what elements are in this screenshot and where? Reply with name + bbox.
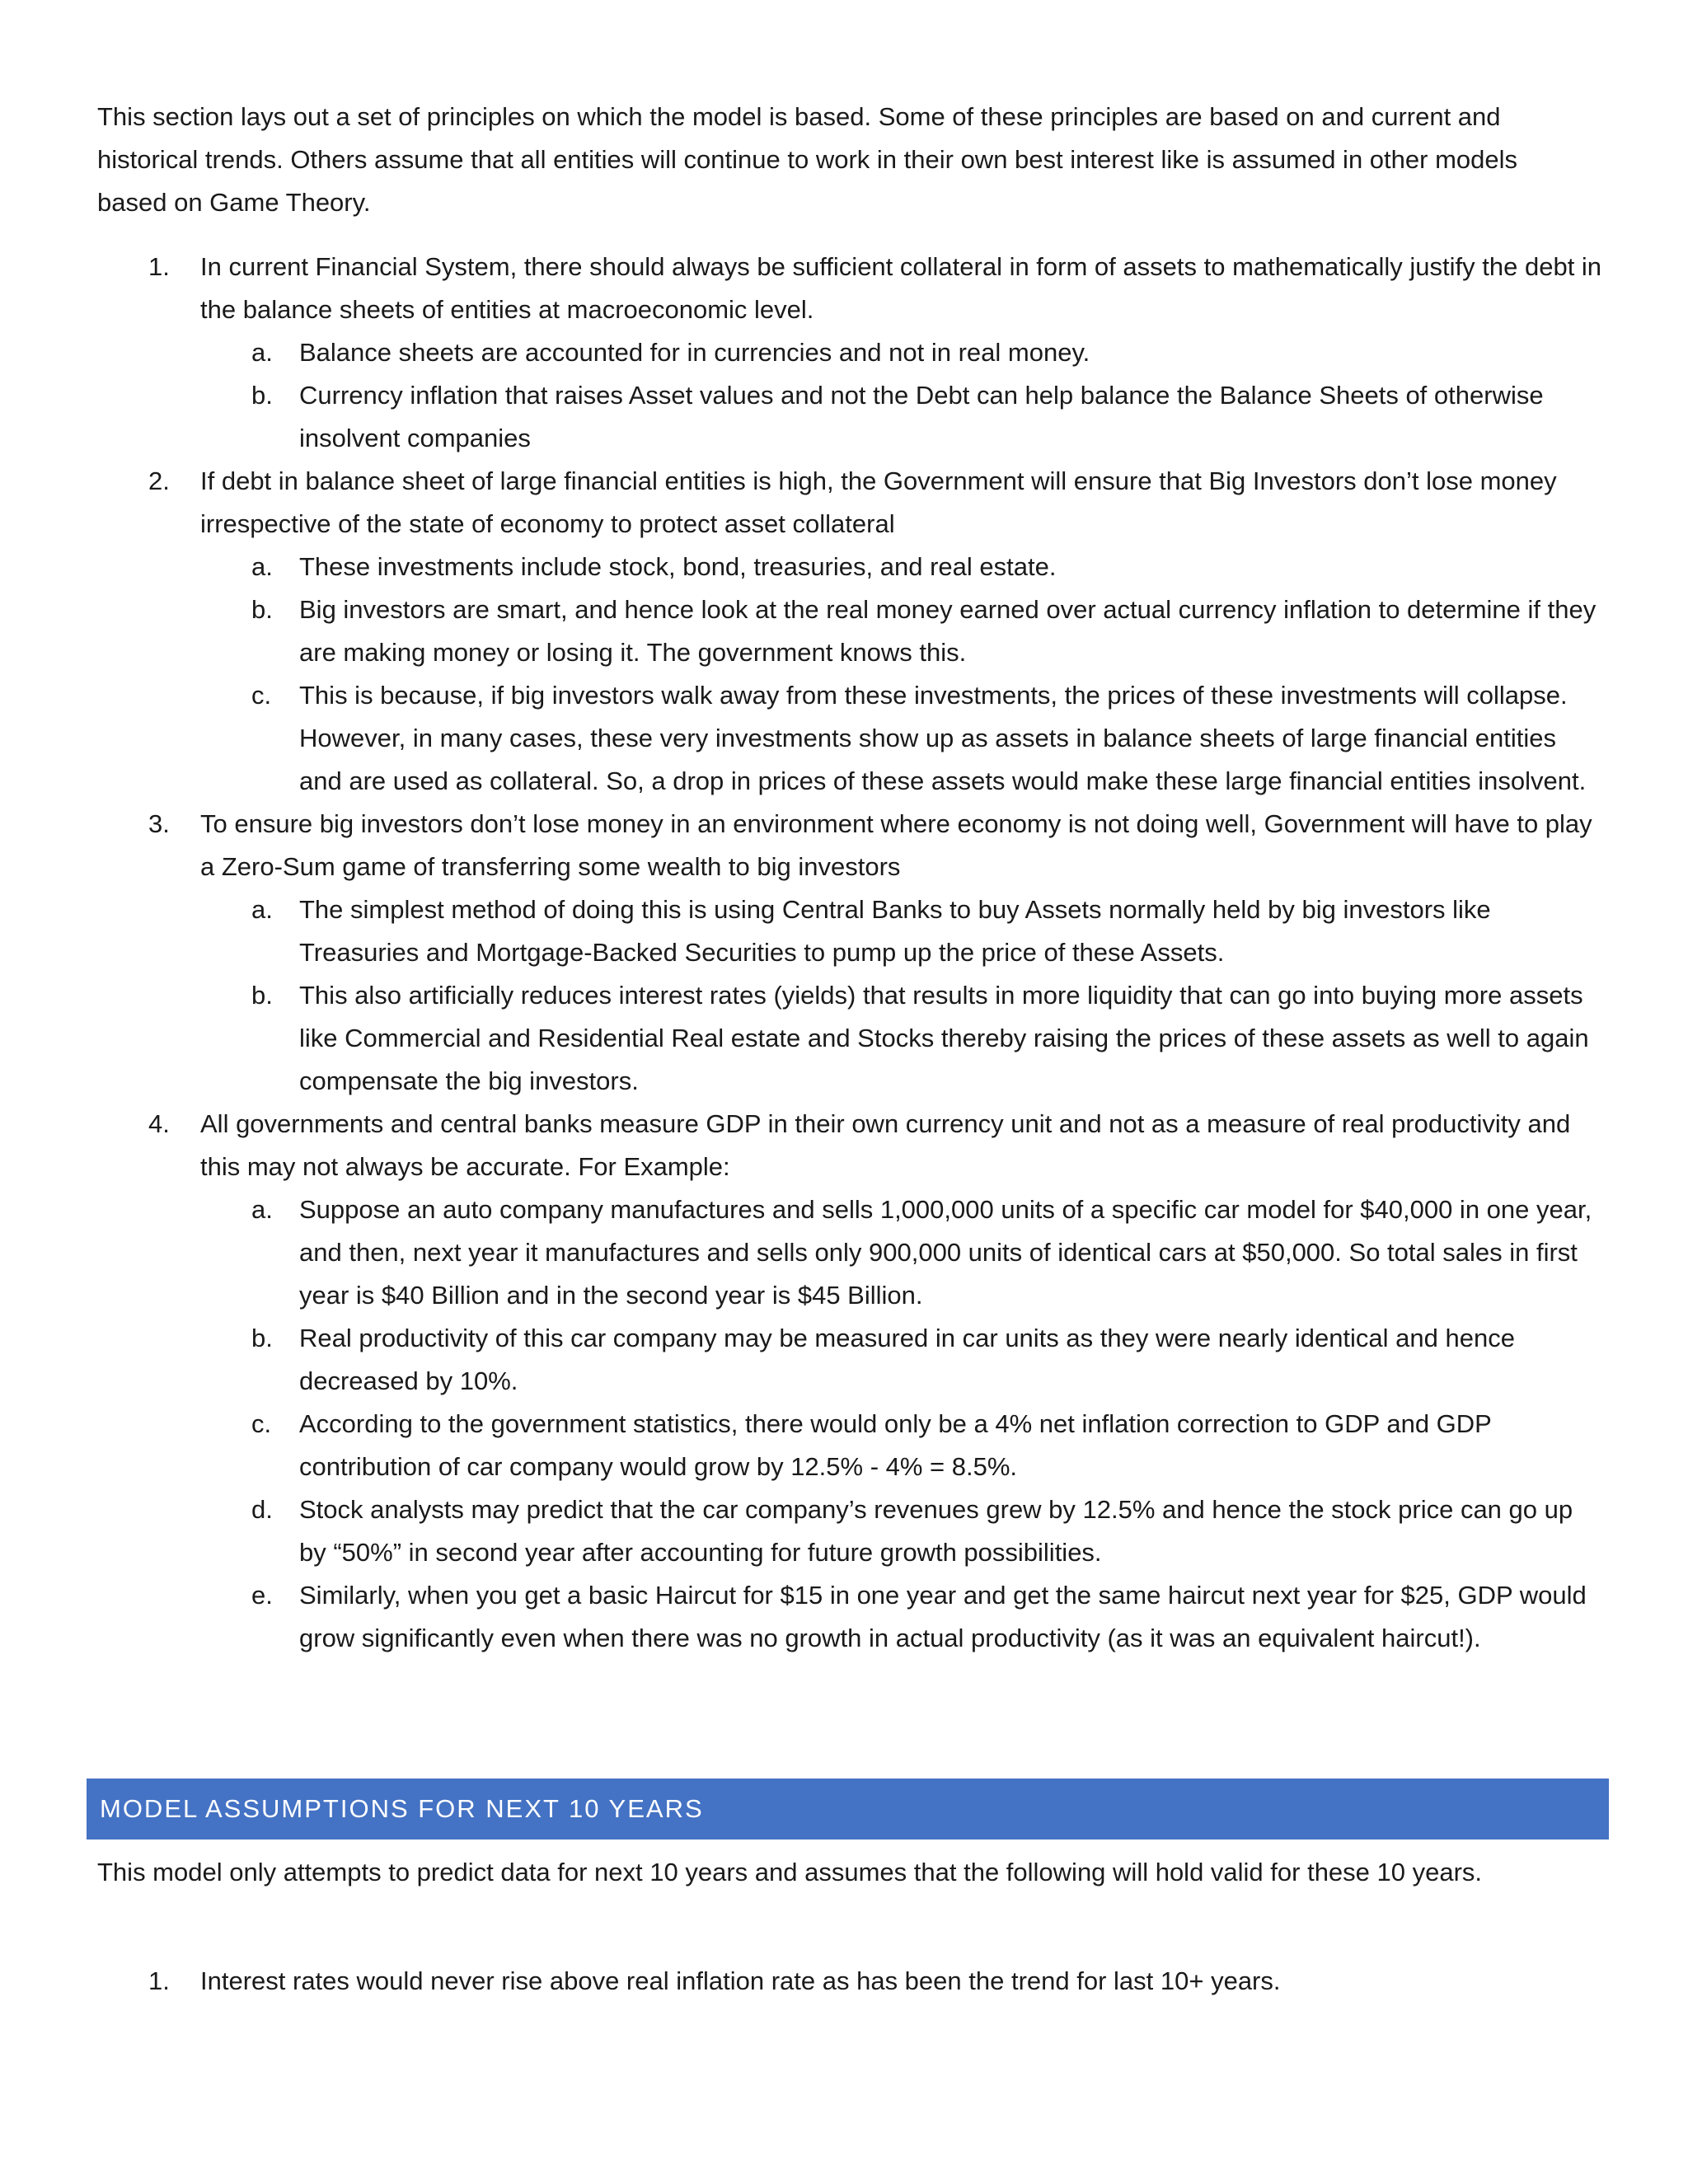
list-letter: d. <box>251 1495 273 1524</box>
sub-item <box>200 1574 1606 1660</box>
sub-item-text: This is because, if big investors walk away from these investments, the prices of these investments will collapse. However, in many cases, these very investments show up as assets in balance sheets of large financial entities and are used as collateral. So, a drop in prices of these assets would make these large financial entities insolvent. <box>299 681 1587 795</box>
principle-text: To ensure big investors don’t lose money in an environment where economy is not doing well, Government will have to play a Zero-Sum game of transferring some wealth to big investors <box>200 809 1592 881</box>
list-letter: a. <box>251 1195 273 1224</box>
list-number: 1. <box>148 1966 170 1995</box>
list-letter: c. <box>251 1409 272 1438</box>
principles-list <box>97 246 1606 1660</box>
sub-item <box>200 1317 1606 1403</box>
list-letter: e. <box>251 1581 273 1610</box>
sub-item-text: Suppose an auto company manufactures and sells 1,000,000 units of a specific car model for $40,000 in one year, and then, next year it manufactures and sells only 900,000 units of identical cars at $50,000. So total sales in first year is $40 Billion and in the second year is $45 Billion. <box>299 1195 1592 1310</box>
sub-item-text: Similarly, when you get a basic Haircut for $15 in one year and get the same haircut next year for $25, GDP would grow significantly even when there was no growth in actual productivity (as it was an equivalent haircut!). <box>299 1581 1587 1652</box>
list-letter: b. <box>251 381 273 410</box>
principle-text: In current Financial System, there should always be sufficient collateral in form of assets to mathematically justify the debt in the balance sheets of entities at macroeconomic level. <box>200 252 1602 324</box>
assumptions-section <box>97 1960 1606 2003</box>
sub-item <box>200 331 1606 374</box>
list-letter: c. <box>251 681 272 710</box>
sub-item-text: According to the government statistics, there would only be a 4% net inflation correction to GDP and GDP contribution of car company would grow by 12.5% - 4% = 8.5%. <box>299 1409 1492 1481</box>
sub-item <box>200 1488 1606 1574</box>
sub-item <box>200 374 1606 460</box>
list-letter: b. <box>251 981 273 1010</box>
list-letter: a. <box>251 338 273 367</box>
document-body <box>97 96 1606 1660</box>
principle-text: All governments and central banks measure GDP in their own currency unit and not as a measure of real productivity and this may not always be accurate. For Example: <box>200 1109 1571 1181</box>
sub-item <box>200 1403 1606 1488</box>
sub-item <box>200 974 1606 1103</box>
sub-item-text: The simplest method of doing this is using Central Banks to buy Assets normally held by big investors like Treasuries and Mortgage-Backed Securities to pump up the price of these Assets. <box>299 895 1491 967</box>
sub-item <box>200 588 1606 674</box>
model-intro-paragraph: This model only attempts to predict data for next 10 years and assumes that the following will hold valid for these 10 years. <box>97 1858 1483 1886</box>
sub-item <box>200 546 1606 588</box>
sub-list <box>200 331 1606 460</box>
sub-item-text: Balance sheets are accounted for in currencies and not in real money. <box>299 338 1090 367</box>
sub-item-text: Real productivity of this car company may be measured in car units as they were nearly identical and hence decreased by 10%. <box>299 1324 1515 1395</box>
list-letter: a. <box>251 895 273 924</box>
list-number: 3. <box>148 809 170 838</box>
assumption-text: Interest rates would never rise above real inflation rate as has been the trend for last 10+ years. <box>200 1966 1281 1995</box>
section-heading: MODEL ASSUMPTIONS FOR NEXT 10 YEARS <box>100 1794 704 1823</box>
list-number: 1. <box>148 252 170 281</box>
sub-item <box>200 888 1606 974</box>
sub-item-text: Big investors are smart, and hence look at the real money earned over actual currency inflation to determine if they are making money or losing it. The government knows this. <box>299 595 1597 667</box>
list-letter: a. <box>251 552 273 581</box>
list-number: 2. <box>148 466 170 495</box>
principle-item <box>97 1103 1606 1660</box>
assumptions-list <box>97 1960 1606 2003</box>
sub-item-text: This also artificially reduces interest rates (yields) that results in more liquidity that can go into buying more assets like Commercial and Residential Real estate and Stocks thereby raising the prices of these assets as well to again compensate the big investors. <box>299 981 1589 1095</box>
principle-item <box>97 460 1606 803</box>
sub-item-text: These investments include stock, bond, treasuries, and real estate. <box>299 552 1057 581</box>
intro-paragraph: This section lays out a set of principles on which the model is based. Some of these principles are based on and current and historical trends. Others assume that all entities will continue to work in their own best interest like is assumed in other models based on Game Theory. <box>97 102 1517 217</box>
list-number: 4. <box>148 1109 170 1138</box>
section-heading-bar <box>87 1779 1609 1840</box>
assumption-item <box>97 1960 1606 2003</box>
sub-item <box>200 1188 1606 1317</box>
principle-text: If debt in balance sheet of large financial entities is high, the Government will ensure that Big Investors don’t lose money irrespective of the state of economy to protect asset collateral <box>200 466 1557 538</box>
sub-item-text: Stock analysts may predict that the car company’s revenues grew by 12.5% and hence the stock price can go up by “50%” in second year after accounting for future growth possibilities. <box>299 1495 1573 1567</box>
sub-item-text: Currency inflation that raises Asset values and not the Debt can help balance the Balance Sheets of otherwise insolvent companies <box>299 381 1544 452</box>
sub-list <box>200 888 1606 1103</box>
principle-item <box>97 803 1606 1103</box>
sub-item <box>200 674 1606 803</box>
principle-item <box>97 246 1606 460</box>
list-letter: b. <box>251 595 273 624</box>
sub-list <box>200 1188 1606 1660</box>
sub-list <box>200 546 1606 803</box>
list-letter: b. <box>251 1324 273 1352</box>
